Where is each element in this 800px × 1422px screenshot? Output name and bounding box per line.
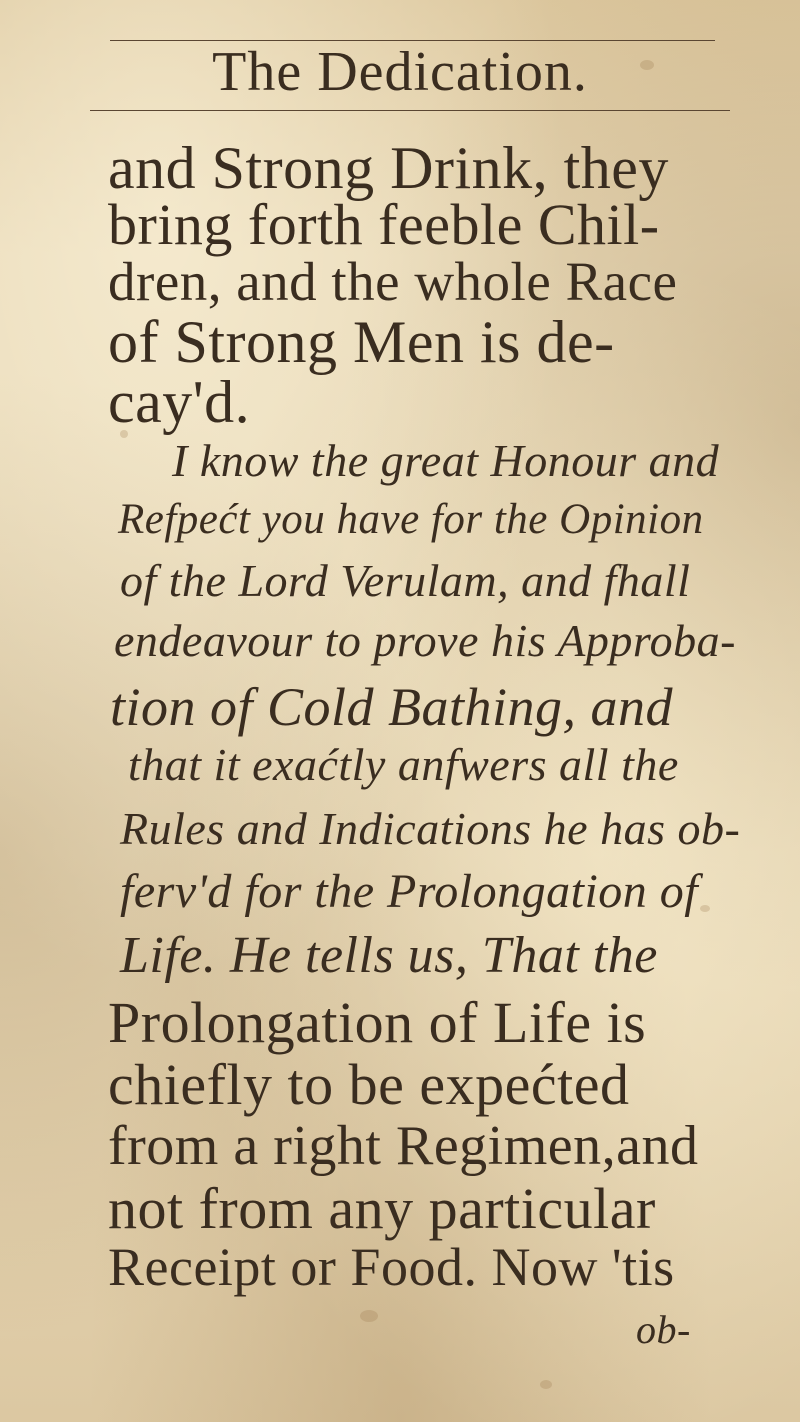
text-line: cay'd. [108, 369, 251, 435]
text-line: Prolongation of Life is [108, 990, 647, 1055]
text-line: endeavour to prove his Approba- [114, 615, 736, 666]
text-line: chiefly to be expećted [108, 1052, 630, 1117]
text-line: of the Lord Verulam, and fhall [120, 555, 691, 606]
text-line: Receipt or Food. Now 'tis [108, 1237, 675, 1297]
text-line: Life. He tells us, That the [120, 927, 658, 984]
text-line: from a right Regimen,and [108, 1115, 699, 1177]
text-line: not from any particular [108, 1176, 656, 1241]
text-line: and Strong Drink, they [108, 135, 669, 201]
text-line: ferv'd for the Prolongation of [120, 865, 699, 918]
text-line: Refpećt you have for the Opinion [118, 496, 704, 543]
text-line: dren, and the whole Race [108, 251, 678, 312]
text-line: that it exaćtly anfwers all the [128, 739, 679, 790]
running-head: The Dedication. [212, 41, 588, 103]
text-line: of Strong Men is de- [108, 309, 615, 375]
text-line: bring forth feeble Chil- [108, 192, 660, 257]
text-line: tion of Cold Bathing, and [110, 677, 674, 737]
catchword: ob- [636, 1307, 691, 1352]
text-line: I know the great Honour and [172, 435, 720, 486]
text-line: Rules and Indications he has ob- [120, 803, 741, 854]
